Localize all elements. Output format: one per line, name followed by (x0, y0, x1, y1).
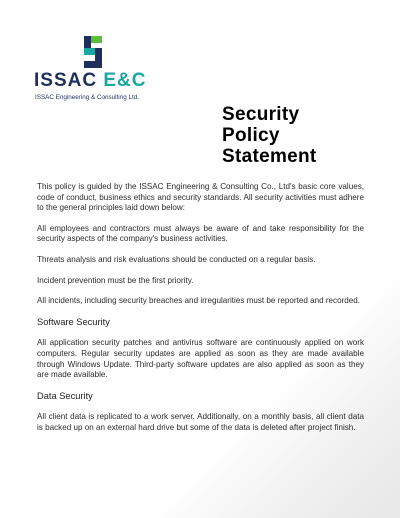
principle-paragraph: All incidents, including security breaches and irregularities must be reported and recorded. (37, 296, 361, 306)
logo-wordmark (34, 70, 174, 92)
title-line: Security (222, 104, 300, 125)
company-logo (34, 36, 164, 106)
logo-mark-icon (80, 36, 106, 68)
logo-subtitle: ISSAC Engineering & Consulting Ltd. (35, 94, 139, 101)
principle-paragraph: Incident prevention must be the first priority. (37, 275, 194, 285)
title-line: Policy (222, 125, 280, 146)
software-security-paragraph: All application security patches and antivirus software are continuously applied on work computers. Regular security updates are applied as soon as they are made available through Windows Update. Third-party software updates are also applied as soon as they are made available. (37, 338, 364, 380)
data-security-paragraph: All client data is replicated to a work server. Additionally, on a monthly basis, all client data is backed up on an external hard drive but some of the data is deleted after project finish. (37, 412, 364, 432)
principle-paragraph: Threats analysis and risk evaluations should be conducted on a regular basis. (37, 254, 316, 264)
page-title (222, 104, 372, 167)
principle-paragraph: All employees and contractors must always be aware of and take responsibility for the security aspects of the company's business activities. (37, 223, 364, 244)
title-line: Statement (222, 146, 317, 167)
section-heading-data-security: Data Security (37, 390, 93, 401)
logo-name-issac: ISSAC (34, 70, 98, 91)
logo-name-ec: E&C (103, 70, 147, 91)
policy-body (37, 182, 364, 444)
section-heading-software-security: Software Security (37, 316, 110, 327)
intro-paragraph: This policy is guided by the ISSAC Engineering & Consulting Co., Ltd's basic core values, code of conduct, business ethics and security standards. All security activities must adhere to the general principles laid down below: (37, 182, 364, 213)
